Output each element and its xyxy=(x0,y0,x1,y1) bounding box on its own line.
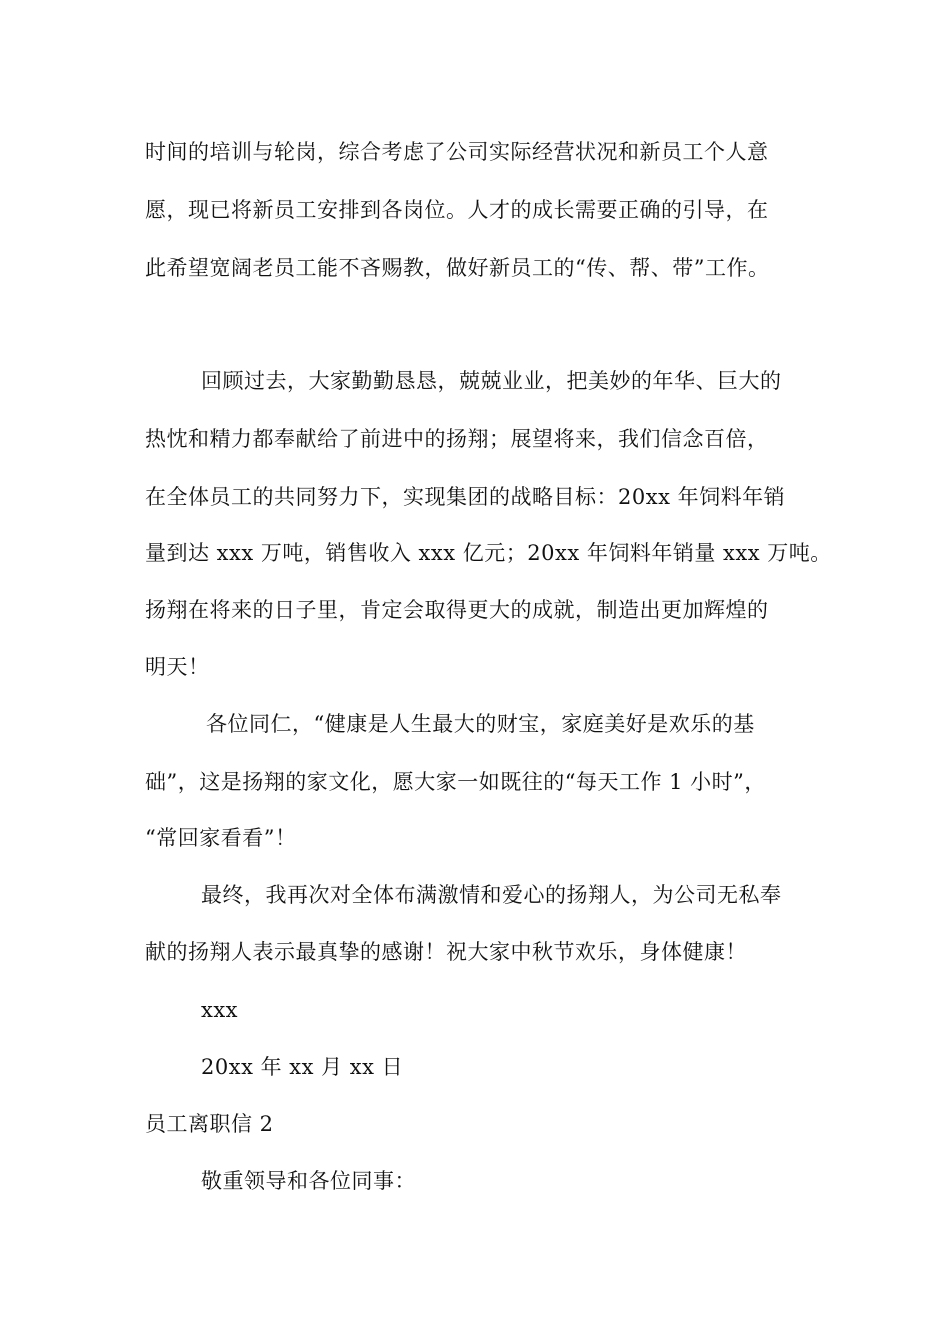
paragraph-2-line-4: 量到达 xxx 万吨，销售收入 xxx 亿元；20xx 年饲料年销量 xxx 万吨。 xyxy=(145,541,832,565)
paragraph-2-line-3: 在全体员工的共同努力下，实现集团的战略目标：20xx 年饲料年销 xyxy=(145,485,786,509)
paragraph-1-line-2: 愿，现已将新员工安排到各岗位。人才的成长需要正确的引导，在 xyxy=(145,198,769,222)
section-heading: 员工离职信 2 xyxy=(145,1112,274,1136)
salutation: 敬重领导和各位同事： xyxy=(201,1169,416,1193)
paragraph-1-line-3: 此希望宽阔老员工能不吝赐教，做好新员工的“传、帮、带”工作。 xyxy=(145,256,770,280)
signature-date: 20xx 年 xx 月 xx 日 xyxy=(201,1055,404,1079)
paragraph-3-line-1: 各位同仁，“健康是人生最大的财宝，家庭美好是欢乐的基 xyxy=(206,712,755,736)
signature-name: xxx xyxy=(201,998,239,1022)
paragraph-3-line-3: “常回家看看”！ xyxy=(145,826,297,850)
paragraph-4-line-1: 最终，我再次对全体布满激情和爱心的扬翔人，为公司无私奉 xyxy=(201,883,782,907)
paragraph-1-line-1: 时间的培训与轮岗，综合考虑了公司实际经营状况和新员工个人意 xyxy=(145,140,769,164)
paragraph-3-line-2: 础”，这是扬翔的家文化，愿大家一如既往的“每天工作 1 小时”， xyxy=(145,770,766,794)
paragraph-2-line-5: 扬翔在将来的日子里，肯定会取得更大的成就，制造出更加辉煌的 xyxy=(145,598,769,622)
paragraph-2-line-1: 回顾过去，大家勤勤恳恳，兢兢业业，把美妙的年华、巨大的 xyxy=(201,369,782,393)
paragraph-4-line-2: 献的扬翔人表示最真挚的感谢！祝大家中秋节欢乐，身体健康！ xyxy=(145,940,747,964)
paragraph-2-line-6: 明天！ xyxy=(145,655,210,679)
paragraph-2-line-2: 热忱和精力都奉献给了前进中的扬翔；展望将来，我们信念百倍， xyxy=(145,427,769,451)
